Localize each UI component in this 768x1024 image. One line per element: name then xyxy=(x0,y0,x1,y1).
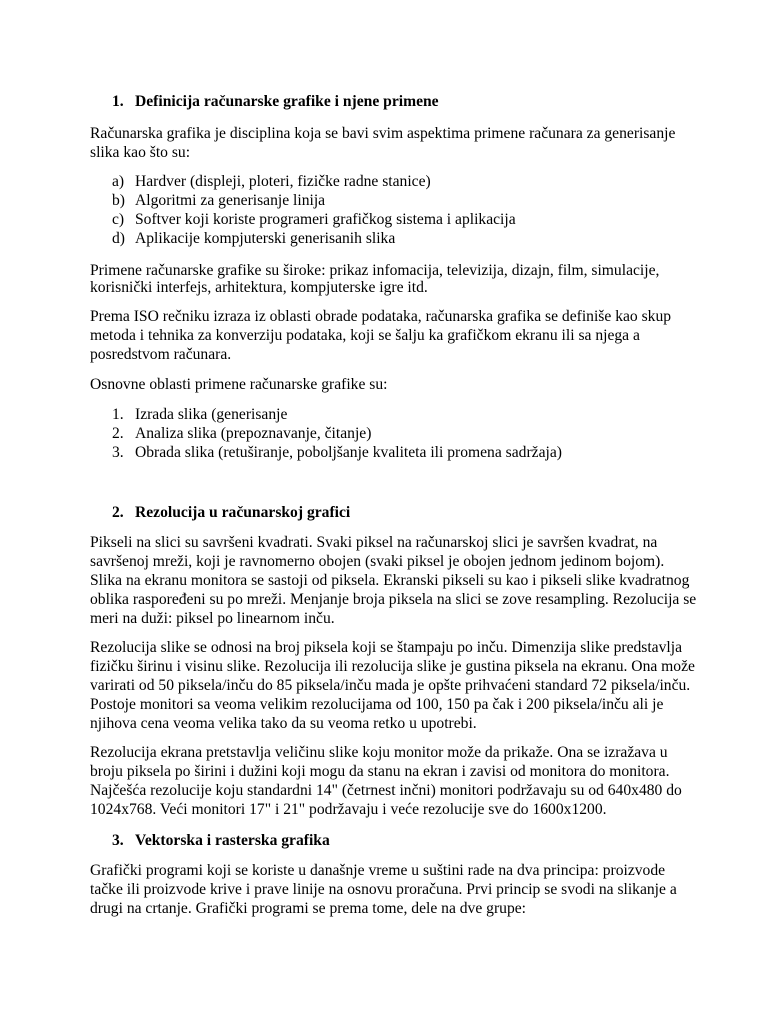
section-3-para-1-line-1: Grafički programi koji se koriste u današnje vreme u suštini rade na dva principa: proizvode xyxy=(90,862,666,879)
section-2-para-2-line-4: Postoje monitori sa veoma velikim rezolucijama od 100, 150 pa čak i 200 piksela/inču ali je xyxy=(90,696,664,713)
numbered-item-marker: 1. xyxy=(112,406,124,423)
section-2-para-1-line-5: meri na duži: piksel po linearnom inču. xyxy=(90,610,335,627)
section-1-title: Definicija računarske grafike i njene primene xyxy=(135,93,439,110)
section-1-para-4: Osnovne oblasti primene računarske grafike su: xyxy=(90,376,388,393)
section-2-para-3-line-2: broju piksela po širini i dužini koji mogu da stanu na ekran i zavisi od monitora do monitora. xyxy=(90,763,670,780)
section-2-para-1-line-4: oblika raspoređeni su po mreži. Menjanje broja piksela na slici se zove resampling. Rezolucija se xyxy=(90,591,697,608)
section-2-para-3-line-1: Rezolucija ekrana pretstavlja veličinu slike koju monitor može da prikaže. Ona se izražava u xyxy=(90,744,668,761)
numbered-item-text: Obrada slika (retuširanje, poboljšanje kvaliteta ili promena sadržaja) xyxy=(135,444,562,461)
section-2-para-2-line-5: njihova cena veoma velika tako da su veoma retko u upotrebi. xyxy=(90,715,477,732)
numbered-item-text: Izrada slika (generisanje xyxy=(135,406,288,423)
section-2-para-2-line-3: varirati od 50 piksela/inču do 85 piksela/inču mada je opšte prihvaćeni standard 72 piksela/inču. xyxy=(90,677,691,694)
numbered-item-marker: 3. xyxy=(112,444,124,461)
section-1-para-3-line-2: metoda i tehnika za konverziju podataka, koji se šalju ka grafičkom ekranu ili sa njega a xyxy=(90,327,640,344)
list-item-marker: a) xyxy=(112,173,125,190)
section-1-para-2-line-2: korisnički interfejs, arhitektura, kompjuterske igre itd. xyxy=(90,279,428,296)
section-2-para-1-line-3: Slika na ekranu monitora se sastoji od piksela. Ekranski pikseli su kao i pikseli slike kvadratnog xyxy=(90,572,690,589)
section-3-para-1-line-2: tačke ili proizvode krive i prave linije na osnovu proračuna. Prvi princip se svodi na slikanje a xyxy=(90,881,677,898)
section-2-title: Rezolucija u računarskoj grafici xyxy=(135,504,351,521)
list-item-text: Softver koji koriste programeri grafičkog sistema i aplikacija xyxy=(135,211,516,228)
section-2-para-3-line-4: 1024x768. Veći monitori 17" i 21" podržavaju i veće rezolucije sve do 1600x1200. xyxy=(90,801,607,818)
section-2-number: 2. xyxy=(112,504,124,521)
list-item-text: Algoritmi za generisanje linija xyxy=(135,192,326,209)
numbered-item-marker: 2. xyxy=(112,425,124,442)
section-2-para-1-line-1: Pikseli na slici su savršeni kvadrati. Svaki piksel na računarskoj slici je savršen kvadrat, na xyxy=(90,534,658,551)
section-1-para-3-line-1: Prema ISO rečniku izraza iz oblasti obrade podataka, računarska grafika se definiše kao skup xyxy=(90,308,672,325)
section-2-para-1-line-2: savršenoj mreži, koji je ravnomerno obojen (svaki piksel je obojen jednom jedinom bojom). xyxy=(90,553,665,570)
section-1-intro-line-1: Računarska grafika je disciplina koja se bavi svim aspektima primene računara za generisanje xyxy=(90,125,676,142)
section-2-para-2-line-1: Rezolucija slike se odnosi na broj piksela koji se štampaju po inču. Dimenzija slike predstavlja xyxy=(90,639,682,656)
numbered-item-text: Analiza slika (prepoznavanje, čitanje) xyxy=(135,425,372,442)
section-3-para-1-line-3: drugi na crtanje. Grafički programi se prema tome, dele na dve grupe: xyxy=(90,900,527,917)
list-item-marker: c) xyxy=(112,211,125,228)
section-2-para-2-line-2: fizičku širinu i visinu slike. Rezolucija ili rezolucija slike je gustina piksela na ekranu. Ona može xyxy=(90,658,695,675)
section-3-number: 3. xyxy=(112,832,124,849)
section-1-intro-line-2: slika kao što su: xyxy=(90,144,191,161)
section-1-number: 1. xyxy=(112,93,124,110)
list-item-text: Hardver (displeji, ploteri, fizičke radne stanice) xyxy=(135,173,431,190)
list-item-marker: d) xyxy=(112,230,125,247)
section-1-para-3-line-3: posredstvom računara. xyxy=(90,346,232,363)
section-2-para-3-line-3: Najčešća rezolucije koju standardni 14" (četrnest inčni) monitori podržavaju su od 640x480 do xyxy=(90,782,682,799)
section-1-para-2-line-1: Primene računarske grafike su široke: prikaz infomacija, televizija, dizajn, film, simulacije, xyxy=(90,262,660,279)
list-item-marker: b) xyxy=(112,192,125,209)
section-3-title: Vektorska i rasterska grafika xyxy=(135,832,330,849)
list-item-text: Aplikacije kompjuterski generisanih slika xyxy=(135,230,396,247)
